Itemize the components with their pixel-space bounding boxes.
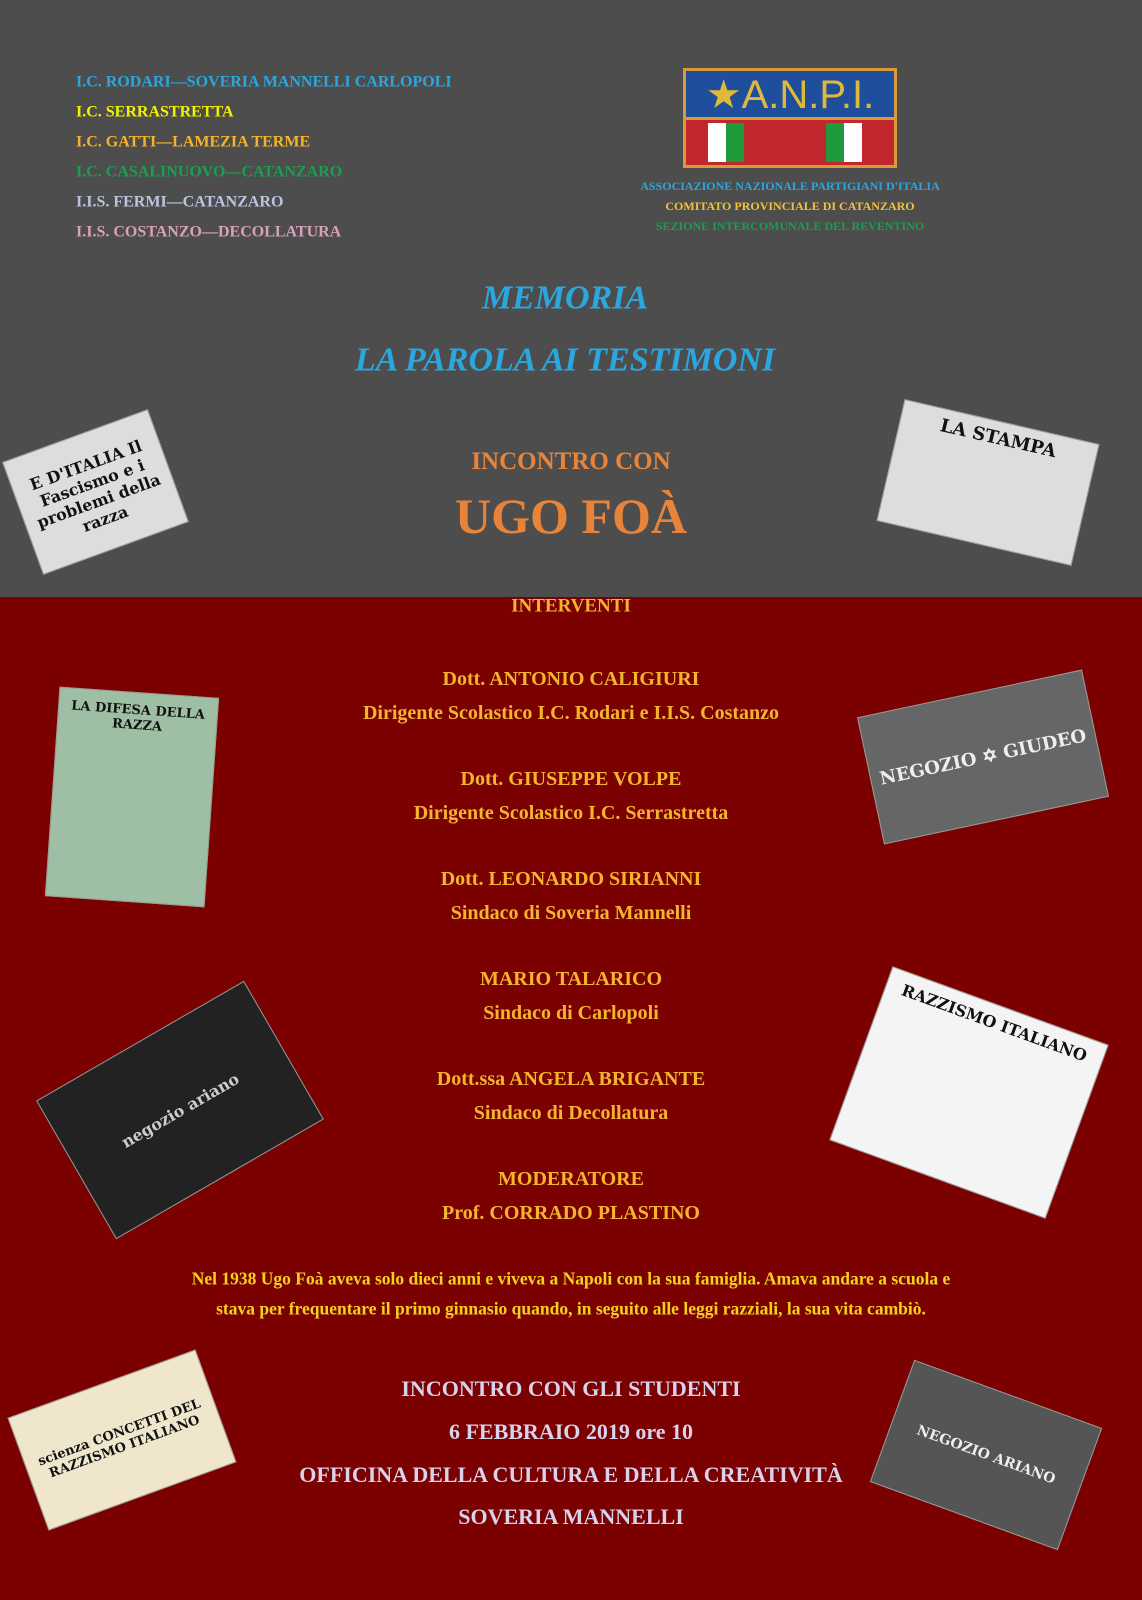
scienza-image: scienza CONCETTI DEL RAZZISMO ITALIANO xyxy=(8,1349,237,1530)
logo-caption: COMITATO PROVINCIALE DI CATANZARO xyxy=(665,198,915,213)
speaker-name: Dott. GIUSEPPE VOLPE xyxy=(460,768,682,790)
speaker-role: Sindaco di Soveria Mannelli xyxy=(450,902,692,924)
intro-paragraph-line: stava per frequentare il primo ginnasio quando, in seguito alle leggi razziali, la sua vita cambiò. xyxy=(216,1298,926,1319)
speaker-role: Sindaco di Carlopoli xyxy=(483,1002,659,1024)
speaker-name: Dott.ssa ANGELA BRIGANTE xyxy=(436,1068,706,1090)
moderator-name: Prof. CORRADO PLASTINO xyxy=(442,1202,700,1224)
negozio-ariano-image: NEGOZIO ARIANO xyxy=(870,1360,1102,1551)
intro-paragraph-line: Nel 1938 Ugo Foà aveva solo dieci anni e viveva a Napoli con la sua famiglia. Amava andare a scuola e xyxy=(191,1268,951,1289)
anpi-logo xyxy=(683,68,897,168)
negozio-giudeo-image: NEGOZIO ✡ GIUDEO xyxy=(857,670,1109,845)
speaker-name: Dott. LEONARDO SIRIANNI xyxy=(440,868,702,890)
moderator-label: MODERATORE xyxy=(498,1168,644,1190)
la-stampa-image: LA STAMPA xyxy=(877,399,1100,566)
interventi-heading: INTERVENTI xyxy=(511,595,631,617)
title-line: MEMORIA xyxy=(481,279,649,317)
speaker-role: Dirigente Scolastico I.C. Rodari e I.I.S. Costanzo xyxy=(362,702,780,724)
logo-text: ★A.N.P.I. xyxy=(686,71,894,120)
school-item: I.I.S. FERMI—CATANZARO xyxy=(76,193,284,211)
school-item: I.C. GATTI—LAMEZIA TERME xyxy=(76,133,311,151)
speaker-role: Dirigente Scolastico I.C. Serrastretta xyxy=(413,802,729,824)
speaker-role: Sindaco di Decollatura xyxy=(473,1102,669,1124)
title-line: LA PAROLA AI TESTIMONI xyxy=(354,341,776,379)
speaker-name: Dott. ANTONIO CALIGIURI xyxy=(442,668,700,690)
speaker-name: MARIO TALARICO xyxy=(479,968,663,990)
negozio-ariano-photo: negozio ariano xyxy=(36,981,324,1240)
school-item: I.C. SERRASTRETTA xyxy=(76,103,234,121)
event-town: SOVERIA MANNELLI xyxy=(458,1503,684,1529)
school-item: I.C. CASALINUOVO—CATANZARO xyxy=(76,163,343,181)
incontro-label: INCONTRO CON xyxy=(471,448,671,475)
event-date: 6 FEBBRAIO 2019 ore 10 xyxy=(448,1418,694,1444)
school-item: I.C. RODARI—SOVERIA MANNELLI CARLOPOLI xyxy=(76,73,452,91)
razzismo-italiano-image: RAZZISMO ITALIANO xyxy=(829,966,1108,1219)
guest-name: UGO FOÀ xyxy=(455,488,687,544)
logo-caption: SEZIONE INTERCOMUNALE DEL REVENTINO xyxy=(655,218,925,233)
school-item: I.I.S. COSTANZO—DECOLLATURA xyxy=(76,223,342,241)
newspaper-image: E D'ITALIA Il Fascismo e i problemi della razza xyxy=(2,409,189,575)
event-venue: OFFICINA DELLA CULTURA E DELLA CREATIVITÀ xyxy=(299,1461,843,1487)
event-line: INCONTRO CON GLI STUDENTI xyxy=(401,1375,741,1401)
logo-caption: ASSOCIAZIONE NAZIONALE PARTIGIANI D'ITALIA xyxy=(640,178,940,193)
difesa-razza-image: LA DIFESA DELLA RAZZA xyxy=(45,687,219,908)
